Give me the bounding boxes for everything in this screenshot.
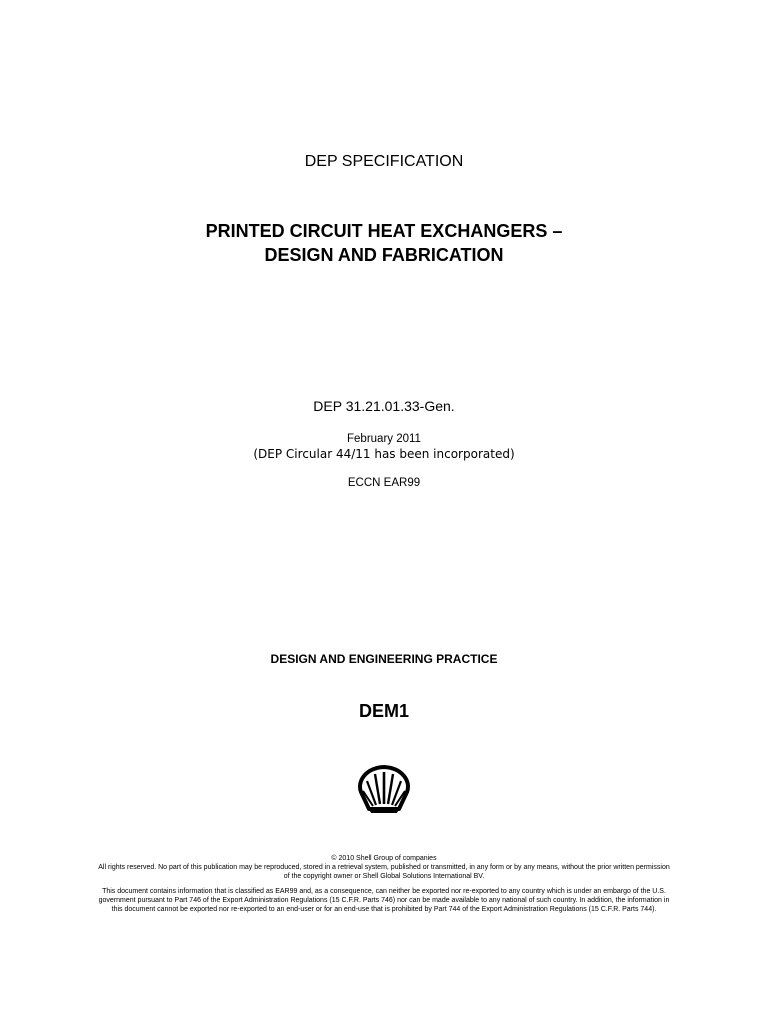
practice-label: DESIGN AND ENGINEERING PRACTICE — [270, 652, 498, 666]
copyright-notice: © 2010 Shell Group of companies — [331, 855, 437, 862]
document-type: DEP SPECIFICATION — [304, 153, 464, 170]
practice-code: DEM1 — [358, 701, 409, 721]
title-line-2: DESIGN AND FABRICATION — [264, 245, 504, 265]
publication-date: February 2011 — [347, 433, 421, 445]
export-notice: This document contains information that is classified as EAR99 and, as a consequence, can neither be exported nor re-exported to any country which is under an embargo of the U.S. government pursuant to Part 746 of the Export Administration Regulations (15 C.F.R. Parts 746) nor can be made available to any national of such country. In addition, the information in this document cannot be exported nor re-exported to an end-user or for an end-use that is prohibited by Part 744 of the Export Administration Regulations (15 C.F.R. Parts 744). — [98, 888, 670, 913]
dep-number: DEP 31.21.01.33-Gen. — [313, 398, 455, 414]
eccn-code: ECCN EAR99 — [347, 477, 421, 489]
shell-logo-icon — [357, 764, 411, 814]
document-title — [0, 219, 768, 267]
circular-note: (DEP Circular 44/11 has been incorporated) — [253, 447, 515, 461]
title-line-1: PRINTED CIRCUIT HEAT EXCHANGERS – — [205, 221, 563, 241]
rights-notice: All rights reserved. No part of this publication may be reproduced, stored in a retrieval system, published or transmitted, in any form or by any means, without the prior written permission of the copyright owner or Shell Global Solutions International BV. — [98, 864, 670, 880]
